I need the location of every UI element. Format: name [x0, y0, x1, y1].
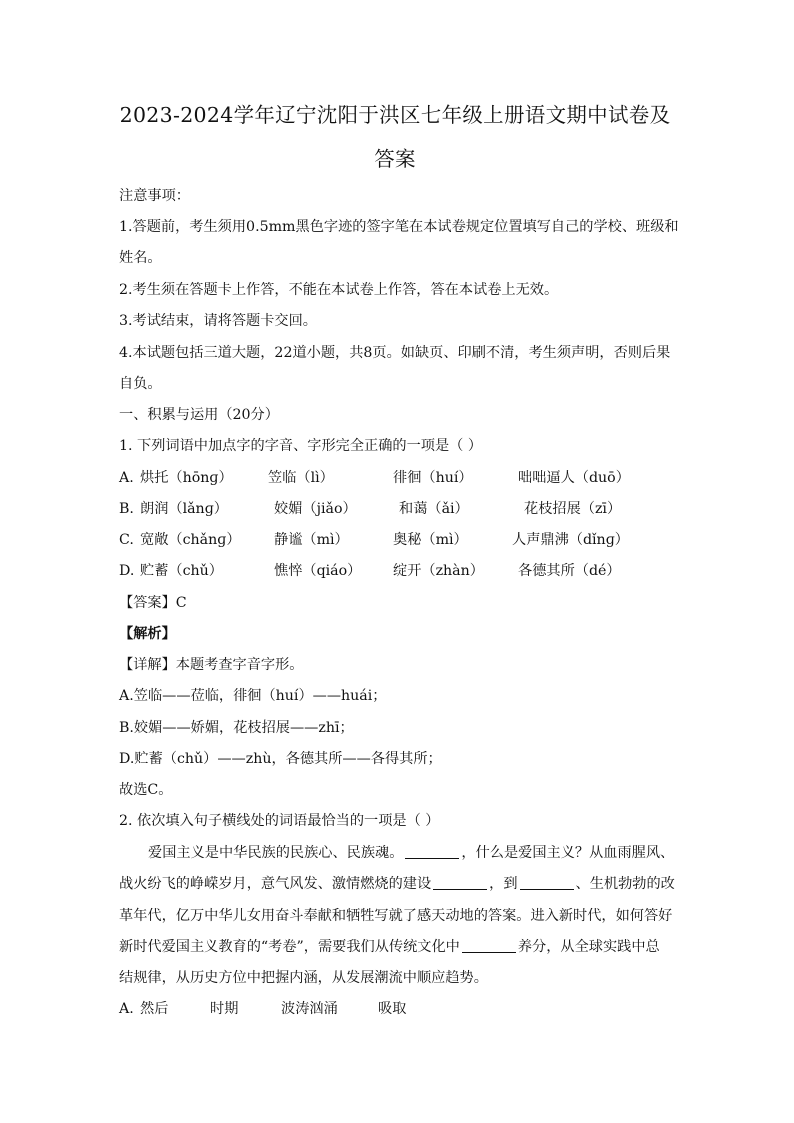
section-heading: 一、积累与运用（20分）	[119, 407, 279, 423]
option-word: 笠临（lì）	[268, 470, 334, 486]
page-title: 2023-2024学年辽宁沈阳于洪区七年级上册语文期中试卷及	[119, 103, 671, 127]
option-label: D.	[119, 563, 135, 579]
option-word: 奥秘（mì）	[393, 532, 468, 548]
passage-line-3: 革年代，亿万中华儿女用奋斗奉献和牺牲写就了感天动地的答案。进入新时代，如何答好	[119, 908, 673, 924]
option-word: 烘托（hōnɡ）	[140, 470, 233, 486]
notice-heading: 注意事项：	[119, 188, 190, 204]
notice-item-4-continued: 自负。	[119, 376, 162, 392]
option-label: B.	[119, 501, 134, 517]
option-word: 波涛汹涌	[281, 1001, 338, 1017]
option-label: A.	[119, 1001, 134, 1017]
option-word: 咄咄逼人（duō）	[518, 470, 630, 486]
fill-blank	[462, 938, 516, 953]
option-word: 时期	[210, 1001, 239, 1017]
option-word: 憔悴（qiáo）	[274, 563, 362, 579]
notice-item-2: 2.考生须在答题卡上作答，不能在本试卷上作答，答在本试卷上无效。	[119, 282, 559, 298]
option-word: 朗润（lǎnɡ）	[140, 501, 228, 517]
conclusion-line: 故选C。	[119, 782, 173, 798]
notice-item-3: 3.考试结束，请将答题卡交回。	[119, 313, 317, 329]
option-word: 花枝招展（zī）	[524, 501, 622, 517]
detail-line: 【详解】本题考查字音字形。	[119, 657, 304, 673]
option-word: 绽开（zhàn）	[393, 563, 484, 579]
question-2-stem: 2. 依次填入句子横线处的词语最恰当的一项是（ ）	[119, 813, 440, 829]
passage-line-2	[119, 874, 675, 894]
passage-line-5: 结规律，从历史方位中把握内涵，从发展潮流中顺应趋势。	[119, 970, 488, 986]
fill-blank	[520, 875, 574, 890]
passage-text: 新时代爱国主义教育的“考卷”，需要我们从传统文化中	[119, 939, 460, 955]
explanation-b: B.姣媚——娇媚，花枝招展——zhī；	[119, 720, 354, 736]
analysis-heading: 【解析】	[119, 626, 176, 642]
question-1-stem: 1. 下列词语中加点字的字音、字形完全正确的一项是（ ）	[119, 438, 483, 454]
passage-line-4	[119, 937, 660, 957]
option-word: 贮蓄（chǔ）	[140, 563, 223, 579]
fill-blank	[405, 844, 459, 859]
notice-item-1: 1.答题前，考生须用0.5mm黑色字迹的签字笔在本试卷规定位置填写自己的学校、班级和	[119, 219, 679, 235]
option-word: 徘徊（huí）	[393, 470, 473, 486]
explanation-a: A.笠临——莅临，徘徊（huí）——huái；	[119, 688, 387, 704]
option-word: 然后	[140, 1001, 169, 1017]
passage-text: ，到	[489, 876, 518, 892]
fill-blank	[433, 875, 487, 890]
page-title-continued: 答案	[374, 147, 416, 171]
notice-item-4: 4.本试题包括三道大题，22道小题，共8页。如缺页、印刷不清，考生须声明，否则后果	[119, 345, 671, 361]
option-word: 姣媚（jiǎo）	[274, 501, 357, 517]
notice-item-1-continued: 姓名。	[119, 250, 162, 266]
option-word: 人声鼎沸（dǐnɡ）	[512, 532, 629, 548]
option-word: 和蔼（ǎi）	[399, 501, 469, 517]
option-word: 各德其所（dé）	[518, 563, 621, 579]
passage-text: 爱国主义是中华民族的民族心、民族魂。	[148, 845, 404, 861]
passage-text: 养分，从全球实践中总	[517, 939, 660, 955]
passage-text: ，什么是爱国主义？从血雨腥风、	[461, 845, 675, 861]
option-word: 静谧（mì）	[274, 532, 349, 548]
answer-line: 【答案】C	[119, 595, 187, 611]
option-word: 宽敞（chǎnɡ）	[140, 532, 241, 548]
option-label: C.	[119, 532, 134, 548]
option-label: A.	[119, 470, 134, 486]
passage-line-1	[148, 843, 674, 863]
passage-text: 、生机勃勃的改	[575, 876, 675, 892]
explanation-d: D.贮蓄（chǔ）——zhù，各德其所——各得其所；	[119, 751, 442, 767]
passage-text: 战火纷飞的峥嵘岁月，意气风发、激情燃烧的建设	[119, 876, 432, 892]
option-word: 吸取	[378, 1001, 407, 1017]
